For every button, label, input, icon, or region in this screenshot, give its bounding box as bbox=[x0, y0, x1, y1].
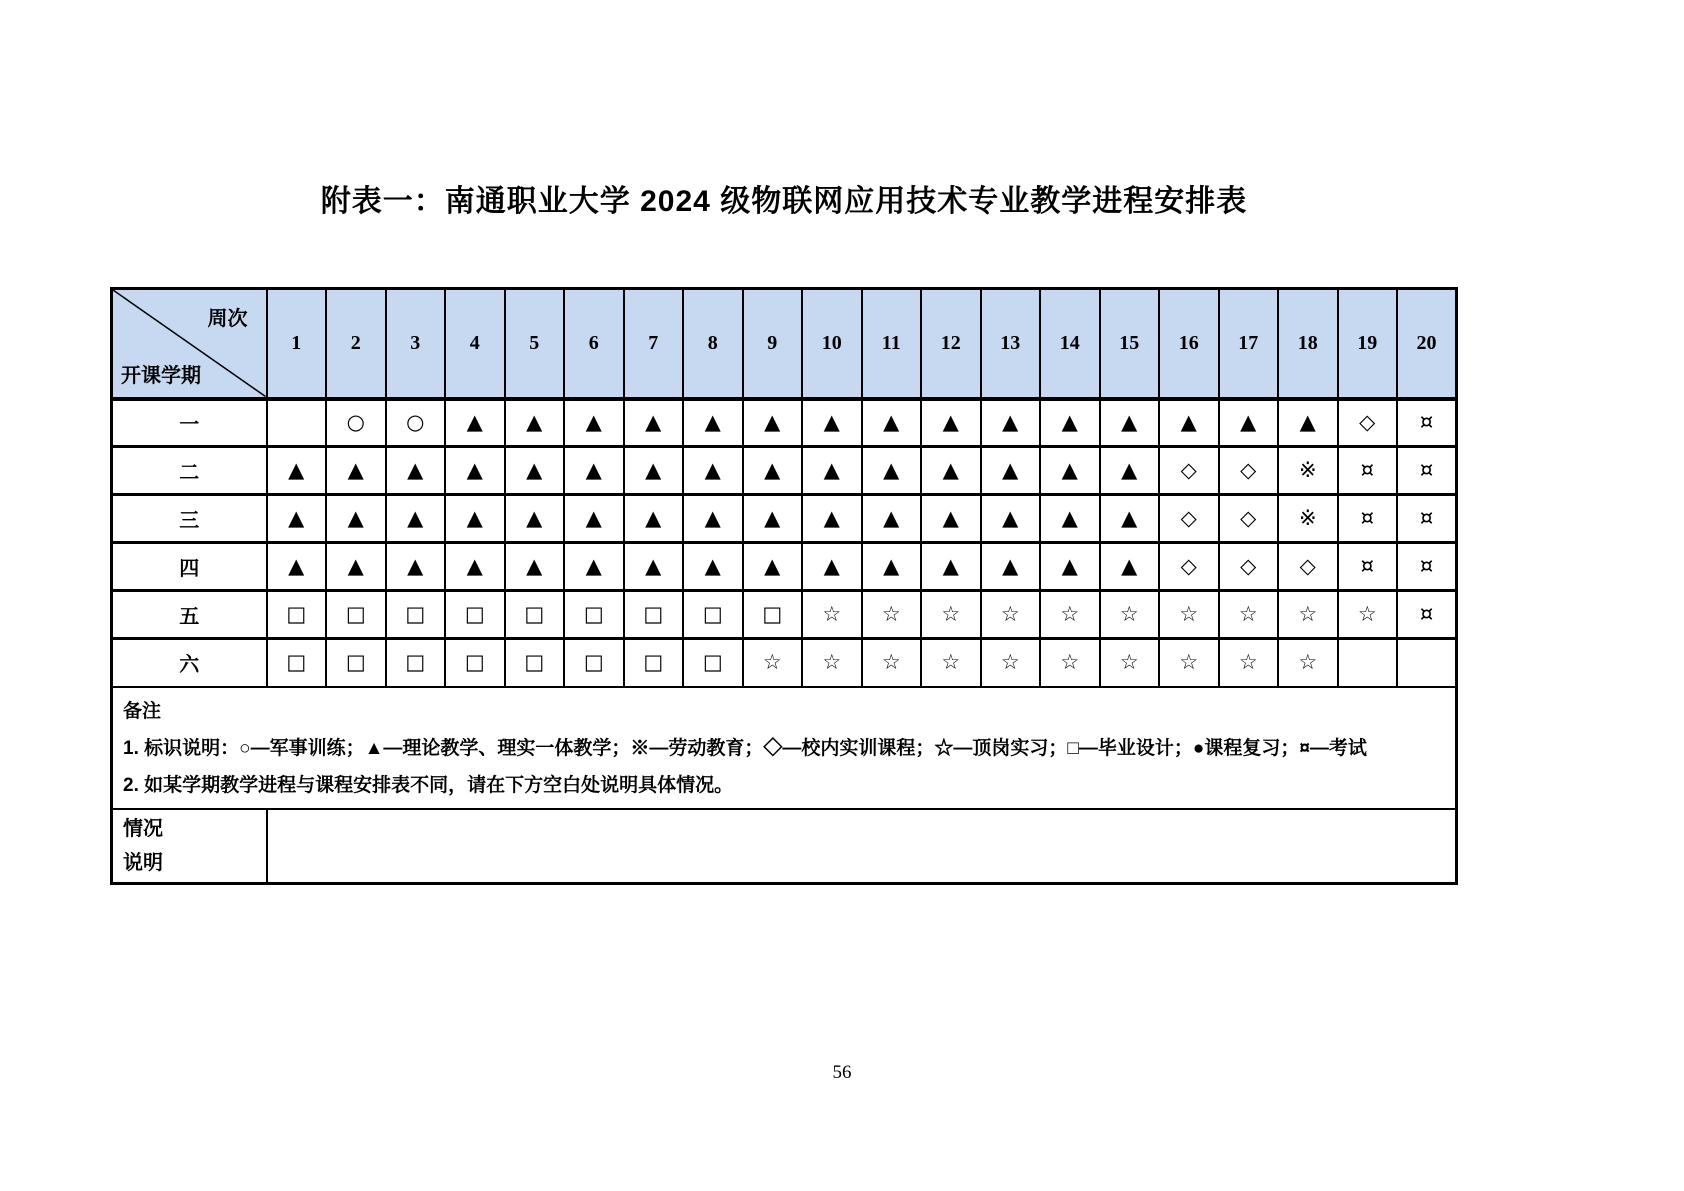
notes-legend-line: 1. 标识说明：○—军事训练；▲—理论教学、理实一体教学；※—劳动教育；◇—校内实训课程；☆—顶岗实习；□—毕业设计；●课程复习；¤—考试 bbox=[123, 737, 1367, 759]
schedule-cell: ▲ bbox=[1100, 543, 1160, 591]
week-header: 5 bbox=[505, 289, 565, 399]
schedule-cell: ◇ bbox=[1159, 543, 1219, 591]
schedule-cell: □ bbox=[683, 591, 743, 639]
corner-week-label: 周次 bbox=[207, 308, 248, 330]
week-header: 16 bbox=[1159, 289, 1219, 399]
schedule-cell: ☆ bbox=[862, 591, 922, 639]
schedule-cell: ▲ bbox=[505, 543, 565, 591]
schedule-cell: ▲ bbox=[386, 543, 446, 591]
schedule-cell: ▲ bbox=[743, 495, 803, 543]
schedule-cell: ☆ bbox=[1040, 639, 1100, 687]
schedule-cell: ▲ bbox=[1040, 543, 1100, 591]
schedule-cell: ▲ bbox=[921, 543, 981, 591]
semester-label: 三 bbox=[112, 495, 267, 543]
situation-label-line1: 情况 bbox=[123, 817, 163, 840]
week-header: 3 bbox=[386, 289, 446, 399]
semester-label: 六 bbox=[112, 639, 267, 687]
schedule-cell: ◇ bbox=[1278, 543, 1338, 591]
schedule-cell: ※ bbox=[1278, 447, 1338, 495]
schedule-cell: ▲ bbox=[1100, 399, 1160, 447]
schedule-cell: ☆ bbox=[921, 591, 981, 639]
schedule-cell: ☆ bbox=[1219, 639, 1279, 687]
schedule-cell: □ bbox=[267, 591, 327, 639]
schedule-cell: ¤ bbox=[1397, 447, 1457, 495]
schedule-cell: ▲ bbox=[1100, 447, 1160, 495]
schedule-cell: ▲ bbox=[326, 447, 386, 495]
schedule-cell: ▲ bbox=[445, 447, 505, 495]
schedule-cell: ▲ bbox=[802, 495, 862, 543]
semester-label: 四 bbox=[112, 543, 267, 591]
schedule-cell: ☆ bbox=[802, 591, 862, 639]
schedule-cell: □ bbox=[683, 639, 743, 687]
schedule-cell: □ bbox=[445, 639, 505, 687]
schedule-cell: ▲ bbox=[267, 495, 327, 543]
week-header: 8 bbox=[683, 289, 743, 399]
schedule-cell: □ bbox=[326, 591, 386, 639]
schedule-table bbox=[110, 287, 1458, 885]
schedule-cell: ▲ bbox=[564, 495, 624, 543]
week-header: 14 bbox=[1040, 289, 1100, 399]
schedule-cell: ☆ bbox=[1159, 591, 1219, 639]
schedule-cell: ▲ bbox=[1040, 447, 1100, 495]
schedule-cell: ▲ bbox=[1159, 399, 1219, 447]
schedule-cell: ▲ bbox=[624, 543, 684, 591]
schedule-cell: ☆ bbox=[1338, 591, 1398, 639]
semester-row-2 bbox=[112, 447, 1457, 495]
schedule-cell: ¤ bbox=[1397, 495, 1457, 543]
schedule-cell: ▲ bbox=[683, 495, 743, 543]
schedule-cell: ▲ bbox=[267, 447, 327, 495]
schedule-cell: ▲ bbox=[743, 543, 803, 591]
schedule-cell: ▲ bbox=[683, 447, 743, 495]
schedule-cell: □ bbox=[445, 591, 505, 639]
schedule-cell: ☆ bbox=[981, 639, 1041, 687]
schedule-cell: ▲ bbox=[1040, 495, 1100, 543]
schedule-cell: ▲ bbox=[862, 495, 922, 543]
schedule-cell: □ bbox=[267, 639, 327, 687]
schedule-cell: ◇ bbox=[1219, 447, 1279, 495]
schedule-cell: ▲ bbox=[862, 447, 922, 495]
schedule-cell: ▲ bbox=[921, 399, 981, 447]
schedule-cell: ▲ bbox=[564, 543, 624, 591]
schedule-cell: ▲ bbox=[862, 543, 922, 591]
corner-semester-label: 开课学期 bbox=[121, 364, 201, 387]
notes-title: 备注 bbox=[123, 700, 162, 722]
notes-row bbox=[112, 687, 1457, 809]
page-title: 附表一：南通职业大学 2024 级物联网应用技术专业教学进程安排表 bbox=[320, 185, 1248, 218]
schedule-cell: ◇ bbox=[1219, 495, 1279, 543]
semester-row-6 bbox=[112, 639, 1457, 687]
schedule-cell: ▲ bbox=[981, 447, 1041, 495]
schedule-cell: ☆ bbox=[743, 639, 803, 687]
schedule-cell bbox=[1338, 639, 1398, 687]
schedule-cell: ▲ bbox=[624, 399, 684, 447]
schedule-cell: ☆ bbox=[802, 639, 862, 687]
semester-row-3 bbox=[112, 495, 1457, 543]
schedule-cell: ▲ bbox=[445, 399, 505, 447]
schedule-cell: ▲ bbox=[326, 543, 386, 591]
schedule-cell: ¤ bbox=[1338, 495, 1398, 543]
schedule-cell: ▲ bbox=[445, 495, 505, 543]
week-header: 13 bbox=[981, 289, 1041, 399]
week-header: 17 bbox=[1219, 289, 1279, 399]
schedule-cell bbox=[267, 399, 327, 447]
schedule-cell: ¤ bbox=[1397, 591, 1457, 639]
schedule-cell: ☆ bbox=[921, 639, 981, 687]
corner-cell bbox=[112, 289, 267, 399]
schedule-cell: ▲ bbox=[921, 495, 981, 543]
schedule-cell: ¤ bbox=[1338, 447, 1398, 495]
schedule-cell: □ bbox=[326, 639, 386, 687]
notes-cell bbox=[112, 687, 1457, 809]
schedule-cell: ▲ bbox=[326, 495, 386, 543]
schedule-cell: □ bbox=[743, 591, 803, 639]
schedule-cell: ▲ bbox=[862, 399, 922, 447]
schedule-cell: ◇ bbox=[1159, 495, 1219, 543]
schedule-cell: ▲ bbox=[1219, 399, 1279, 447]
situation-content-cell bbox=[267, 809, 1457, 884]
header-row bbox=[112, 289, 1457, 399]
schedule-cell: ▲ bbox=[683, 399, 743, 447]
schedule-cell: ▲ bbox=[1040, 399, 1100, 447]
schedule-cell: ▲ bbox=[802, 399, 862, 447]
notes-instruction-line: 2. 如某学期教学进程与课程安排表不同，请在下方空白处说明具体情况。 bbox=[123, 774, 734, 796]
schedule-cell: ▲ bbox=[386, 447, 446, 495]
schedule-cell: □ bbox=[386, 591, 446, 639]
schedule-cell: ▲ bbox=[802, 543, 862, 591]
schedule-cell: ▲ bbox=[743, 447, 803, 495]
schedule-cell: ¤ bbox=[1338, 543, 1398, 591]
week-header: 19 bbox=[1338, 289, 1398, 399]
schedule-cell: ◇ bbox=[1338, 399, 1398, 447]
situation-row bbox=[112, 809, 1457, 884]
week-header: 2 bbox=[326, 289, 386, 399]
schedule-cell: ▲ bbox=[505, 447, 565, 495]
schedule-cell: ▲ bbox=[683, 543, 743, 591]
schedule-cell: ▲ bbox=[564, 447, 624, 495]
situation-label-line2: 说明 bbox=[123, 851, 163, 874]
week-header: 1 bbox=[267, 289, 327, 399]
schedule-cell: ¤ bbox=[1397, 543, 1457, 591]
schedule-cell: □ bbox=[386, 639, 446, 687]
week-header: 15 bbox=[1100, 289, 1160, 399]
week-header: 18 bbox=[1278, 289, 1338, 399]
schedule-cell: ☆ bbox=[1219, 591, 1279, 639]
schedule-cell: ☆ bbox=[1159, 639, 1219, 687]
schedule-cell: ☆ bbox=[862, 639, 922, 687]
schedule-cell: ☆ bbox=[1040, 591, 1100, 639]
schedule-cell: □ bbox=[624, 591, 684, 639]
schedule-cell: ○ bbox=[386, 399, 446, 447]
schedule-cell: ▲ bbox=[1278, 399, 1338, 447]
schedule-cell: ☆ bbox=[1100, 591, 1160, 639]
schedule-cell: ▲ bbox=[386, 495, 446, 543]
schedule-cell: ☆ bbox=[981, 591, 1041, 639]
schedule-cell: ▲ bbox=[505, 495, 565, 543]
schedule-cell: □ bbox=[624, 639, 684, 687]
week-header: 12 bbox=[921, 289, 981, 399]
schedule-cell: □ bbox=[505, 591, 565, 639]
schedule-cell: ▲ bbox=[267, 543, 327, 591]
schedule-cell: ▲ bbox=[981, 495, 1041, 543]
schedule-cell: □ bbox=[564, 639, 624, 687]
schedule-cell: ☆ bbox=[1100, 639, 1160, 687]
week-header: 11 bbox=[862, 289, 922, 399]
semester-label: 一 bbox=[112, 399, 267, 447]
schedule-cell: ▲ bbox=[505, 399, 565, 447]
schedule-cell: ▲ bbox=[802, 447, 862, 495]
schedule-cell: ◇ bbox=[1219, 543, 1279, 591]
schedule-cell: ▲ bbox=[981, 543, 1041, 591]
schedule-cell: ☆ bbox=[1278, 591, 1338, 639]
semester-row-5 bbox=[112, 591, 1457, 639]
schedule-cell: ¤ bbox=[1397, 399, 1457, 447]
schedule-cell: □ bbox=[564, 591, 624, 639]
page-number: 56 bbox=[832, 1062, 852, 1083]
semester-row-1 bbox=[112, 399, 1457, 447]
semester-label: 五 bbox=[112, 591, 267, 639]
week-header: 20 bbox=[1397, 289, 1457, 399]
week-header: 9 bbox=[743, 289, 803, 399]
schedule-cell: ▲ bbox=[981, 399, 1041, 447]
semester-row-4 bbox=[112, 543, 1457, 591]
schedule-cell: □ bbox=[505, 639, 565, 687]
schedule-cell: ☆ bbox=[1278, 639, 1338, 687]
schedule-cell: ▲ bbox=[743, 399, 803, 447]
week-header: 10 bbox=[802, 289, 862, 399]
week-header: 6 bbox=[564, 289, 624, 399]
schedule-cell: ▲ bbox=[624, 495, 684, 543]
week-header: 7 bbox=[624, 289, 684, 399]
schedule-cell: ▲ bbox=[624, 447, 684, 495]
schedule-cell: ○ bbox=[326, 399, 386, 447]
schedule-cell bbox=[1397, 639, 1457, 687]
situation-label-cell bbox=[112, 809, 267, 884]
semester-label: 二 bbox=[112, 447, 267, 495]
schedule-cell: ◇ bbox=[1159, 447, 1219, 495]
schedule-cell: ▲ bbox=[445, 543, 505, 591]
schedule-cell: ▲ bbox=[564, 399, 624, 447]
schedule-cell: ▲ bbox=[921, 447, 981, 495]
week-header: 4 bbox=[445, 289, 505, 399]
schedule-cell: ▲ bbox=[1100, 495, 1160, 543]
schedule-cell: ※ bbox=[1278, 495, 1338, 543]
